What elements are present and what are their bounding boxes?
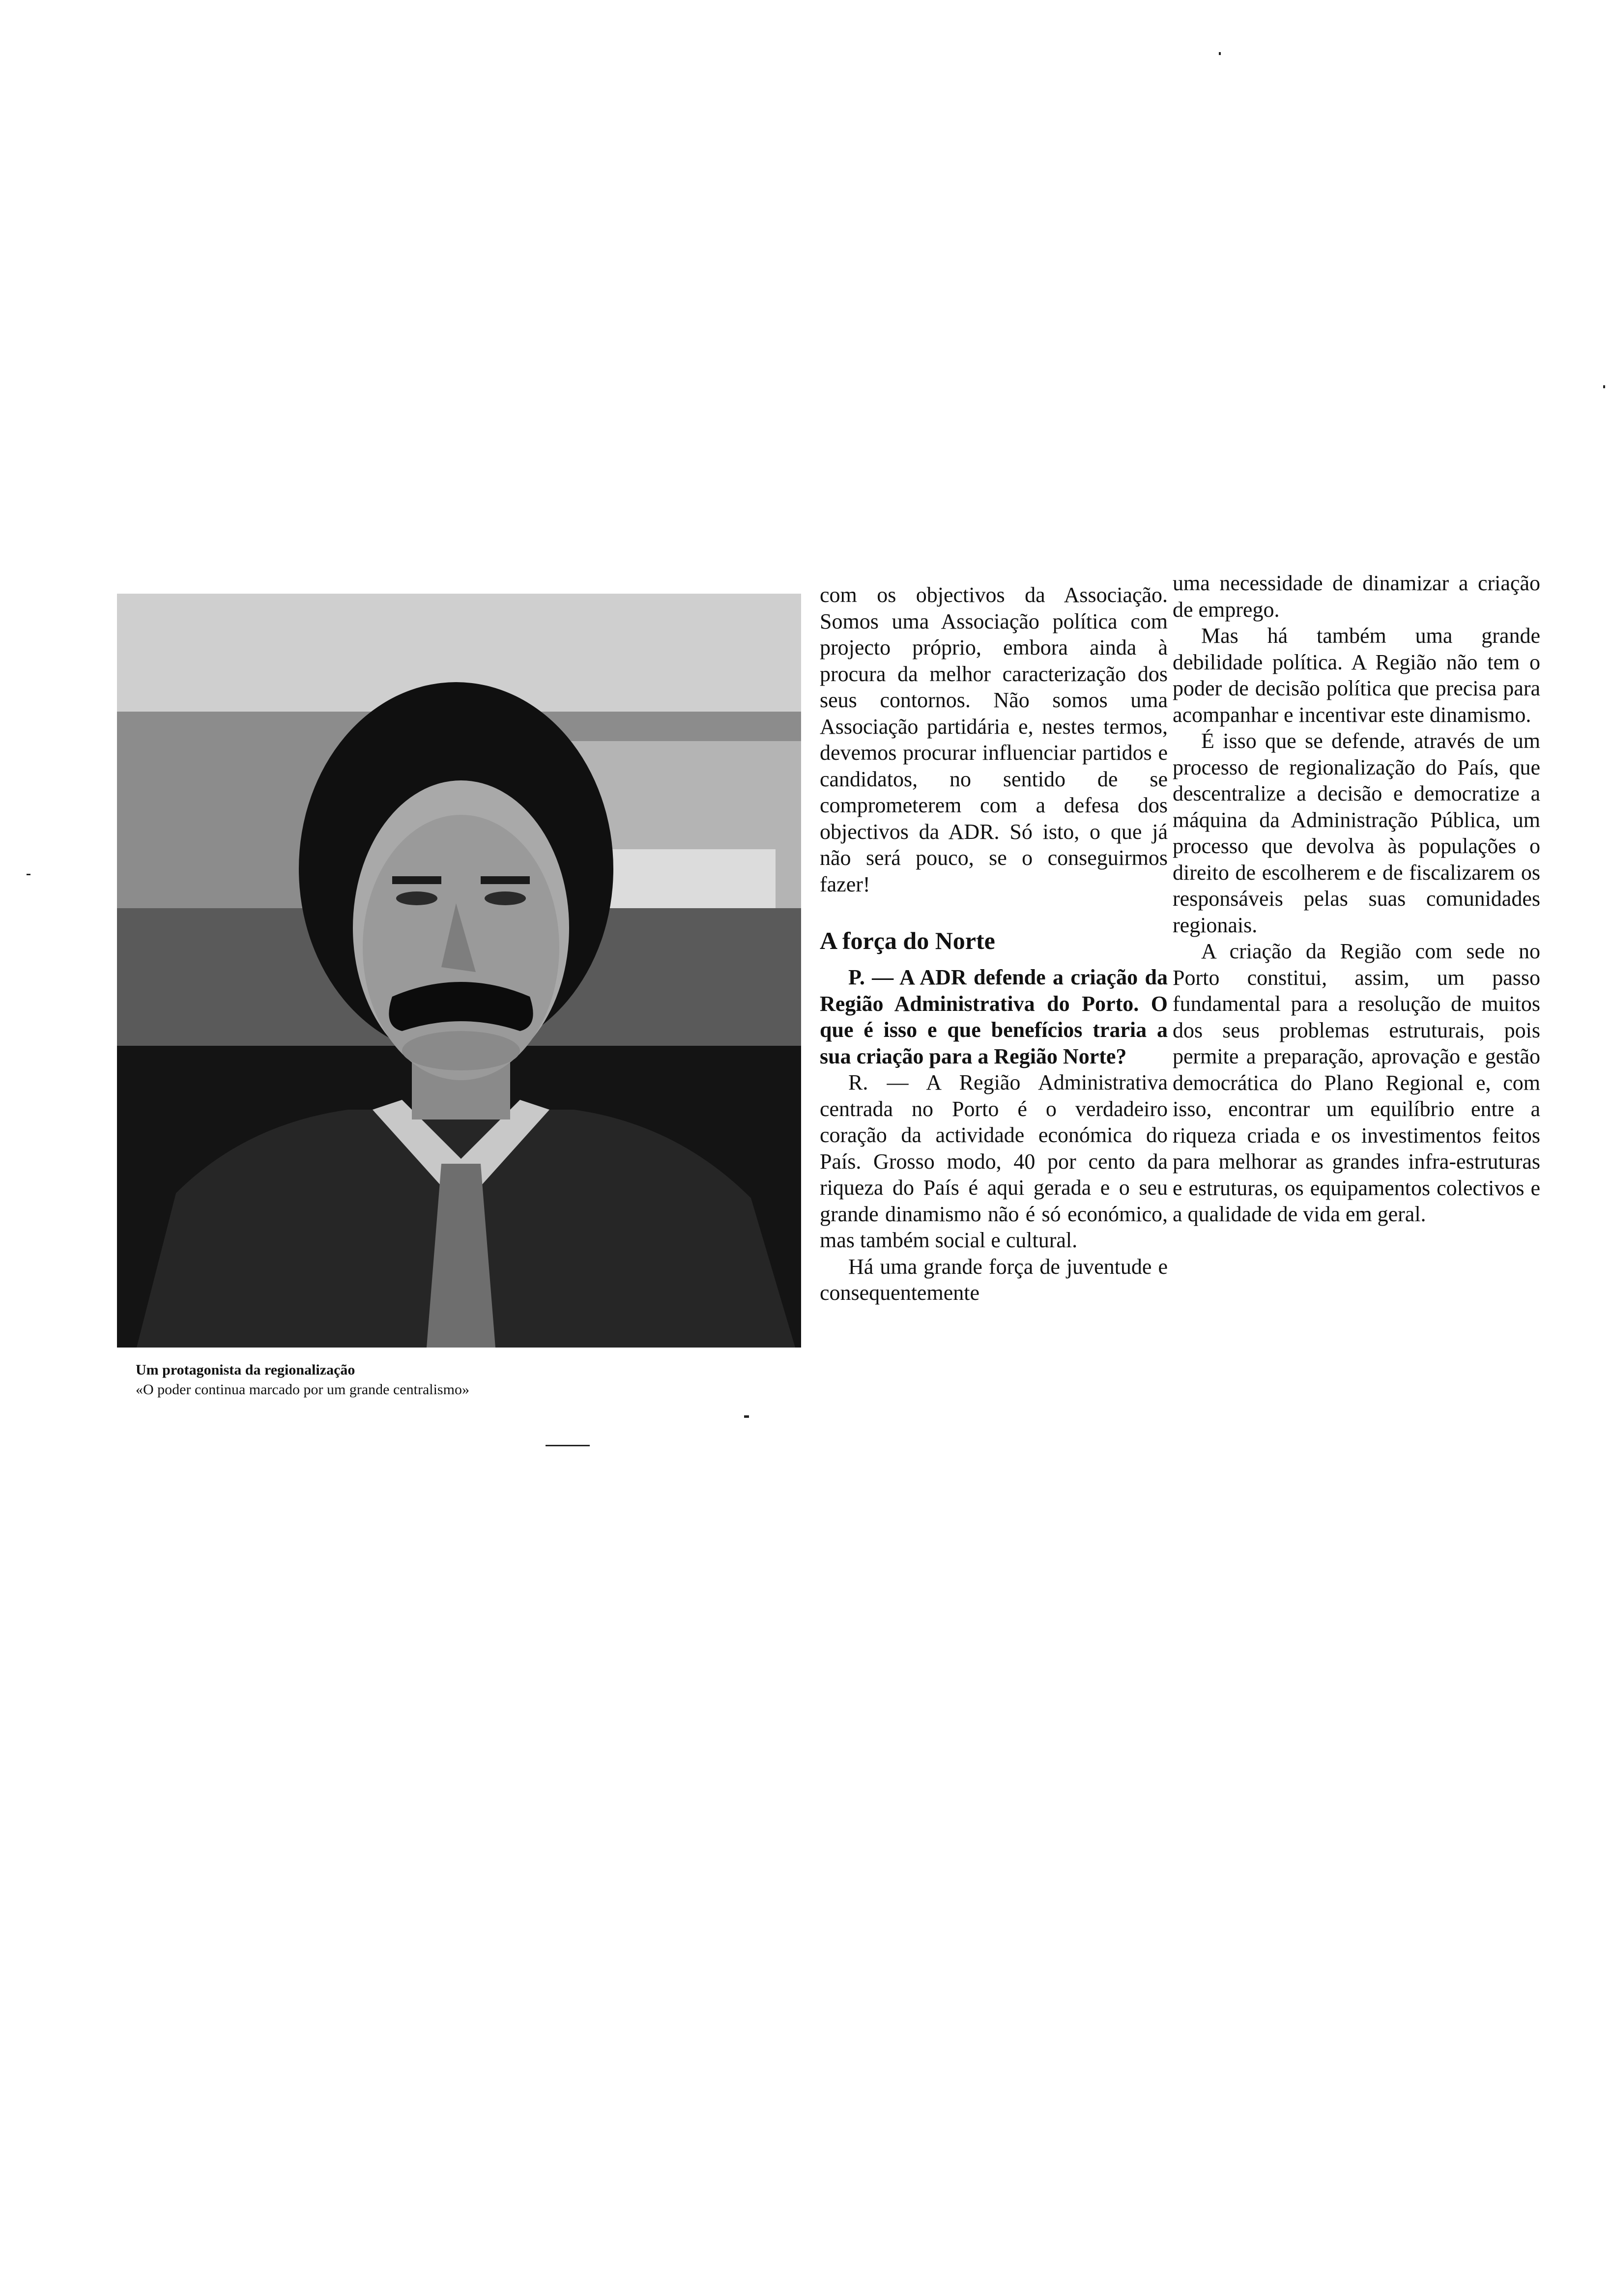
scan-speck: [1219, 52, 1221, 55]
caption-title: Um protagonista da regionalização: [136, 1362, 355, 1378]
scan-speck: [744, 1415, 749, 1418]
article-column-right: [1173, 570, 1540, 1228]
paragraph: Mas há também uma grande debilidade política. A Região não tem o poder de decisão política que precisa para acompanhar e incentivar este dinamismo.: [1173, 624, 1540, 727]
interview-question: P. — A ADR defende a criação da Região Administrativa do Porto. O que é isso e que benefícios traria a sua criação para a Região Norte?: [820, 965, 1168, 1068]
paragraph: uma necessidade de dinamizar a criação de emprego.: [1173, 571, 1540, 622]
scan-speck: [546, 1445, 590, 1446]
interview-answer: [820, 1069, 1168, 1254]
section-heading: A força do Norte: [820, 927, 995, 954]
paragraph: A criação da Região com sede no Porto constitui, assim, um passo fundamental para a resolução de muitos dos seus problemas estruturais, pois permite a preparação, aprovação e gestão democrática do Plano Regional e, com isso, encontrar um equilíbrio entre a riqueza criada e os investimentos feitos para melhorar as grandes infra-estruturas e estruturas, os equipamentos colectivos e a qualidade de vida em geral.: [1173, 939, 1540, 1226]
paragraph: Há uma grande força de juventude e consequentemente: [820, 1254, 1168, 1305]
portrait-illustration: [117, 594, 801, 1348]
photo-caption: [136, 1360, 725, 1400]
answer-prefix: R. —: [848, 1070, 926, 1094]
paragraph: É isso que se defende, através de um processo de regionalização do País, que descentralize a decisão e democratize a máquina da Administração Pública, um processo que devolva às populações o direito de escolherem e de fiscalizarem os responsáveis pelas suas comunidades regionais.: [1173, 729, 1540, 937]
scan-speck: [27, 874, 30, 875]
portrait-photo: [117, 594, 801, 1348]
answer-text: A Região Administrativa centrada no Porto é o verdadeiro coração da actividade económica do País. Grosso modo, 40 por cento da riqueza do País é aqui gerada e o seu grande dinamismo não é só económico, mas também social e cultural.: [820, 1070, 1168, 1252]
caption-quote: «O poder continua marcado por um grande centralismo»: [136, 1381, 469, 1398]
article-column-left: [820, 582, 1168, 1306]
paragraph: com os objectivos da Associação. Somos uma Associação política com projecto próprio, embora ainda à procura da melhor caracterização dos seus contornos. Não somos uma Associação partidária e, nestes termos, devemos procurar influenciar partidos e candidatos, no sentido de se comprometerem com a defesa dos objectivos da ADR. Só isto, o que já não será pouco, se o conseguirmos fazer!: [820, 583, 1168, 896]
scan-speck: [1603, 385, 1605, 388]
